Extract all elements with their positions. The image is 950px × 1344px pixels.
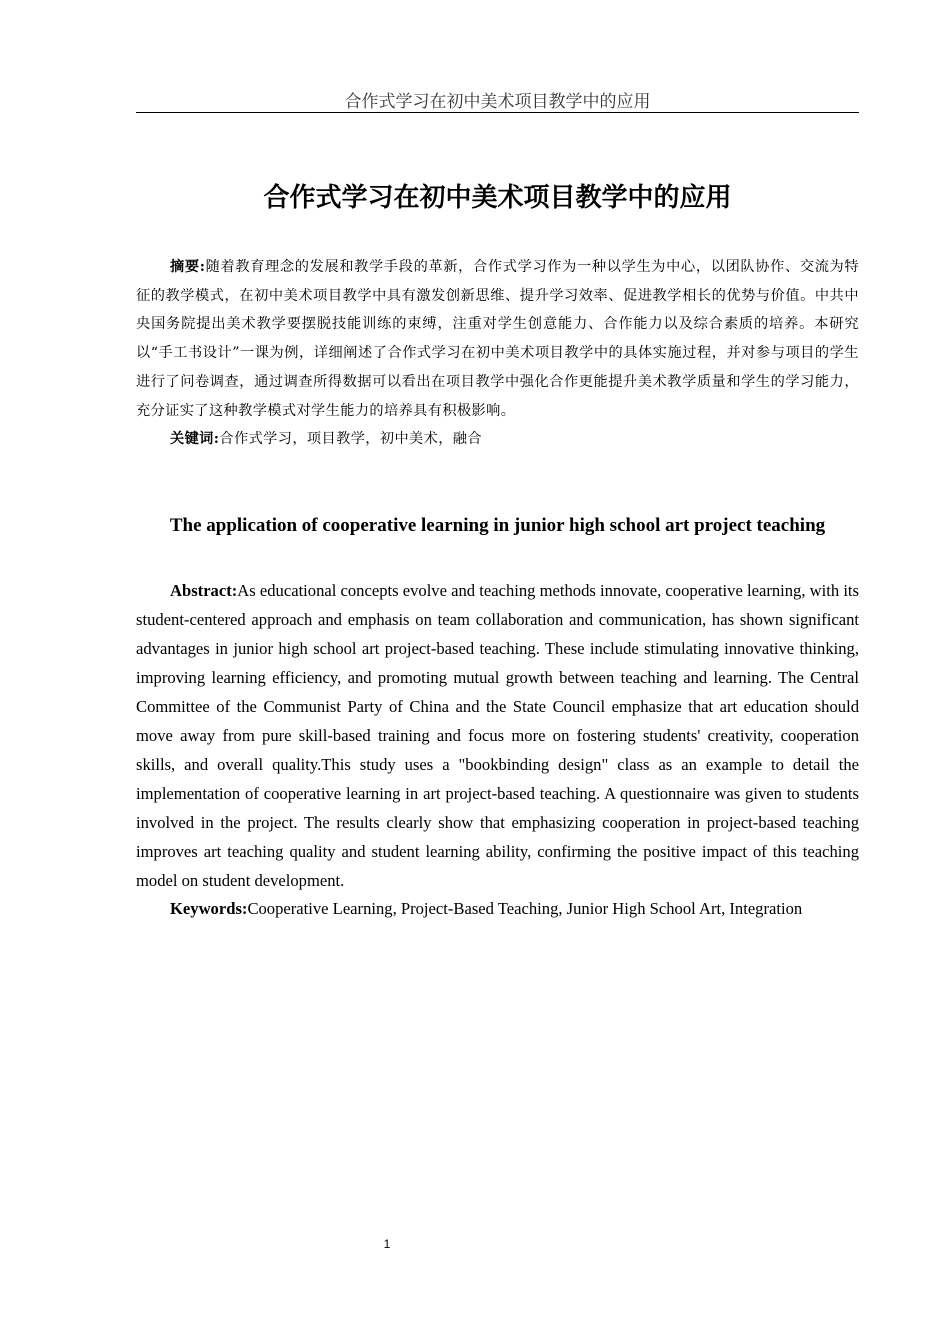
english-keywords xyxy=(136,895,859,924)
english-keywords-label: Keywords: xyxy=(170,899,248,919)
english-abstract-section xyxy=(136,577,859,924)
chinese-abstract-section xyxy=(136,253,859,454)
chinese-abstract xyxy=(136,253,859,425)
chinese-keywords-label: 关键词: xyxy=(170,431,220,448)
chinese-abstract-label: 摘要: xyxy=(170,259,206,275)
english-abstract-text: As educational concepts evolve and teaching methods innovate, cooperative learning, with its student-centered approach and emphasis on team collaboration and communication, has shown significant advantages in junior high school art project-based teaching. These include stimulating innovative thinking, improving learning efficiency, and promoting mutual growth between teaching and learning. The Central Committee of the Communist Party of China and the State Council emphasize that art education should move away from pure skill-based training and focus more on fostering students' creativity, cooperation skills, and overall quality.This study uses a "bookbinding design" class as an example to detail the implementation of cooperative learning in art project-based teaching. A questionnaire was given to students involved in the project. The results clearly show that emphasizing cooperation in project-based teaching improves art teaching quality and student learning ability, confirming the positive impact of this teaching model on student development. xyxy=(136,581,859,890)
chinese-keywords-text: 合作式学习，项目教学，初中美术，融合 xyxy=(219,431,482,448)
chinese-title: 合作式学习在初中美术项目教学中的应用 xyxy=(263,183,732,213)
running-header: 合作式学习在初中美术项目教学中的应用 xyxy=(344,92,651,112)
english-title: The application of cooperative learning in junior high school art project teaching xyxy=(169,515,826,536)
chinese-abstract-text: 随着教育理念的发展和教学手段的革新，合作式学习作为一种以学生为中心，以团队协作、交流为特征的教学模式，在初中美术项目教学中具有激发创新思维、提升学习效率、促进教学相长的优势与价值。中共中央国务院提出美术教学要摆脱技能训练的束缚，注重对学生创意能力、合作能力以及综合素质的培养。本研究以“手工书设计”一课为例，详细阐述了合作式学习在初中美术项目教学中的具体实施过程，并对参与项目的学生进行了问卷调查，通过调查所得数据可以看出在项目教学中强化合作更能提升美术教学质量和学生的学习能力，充分证实了这种教学模式对学生能力的培养具有积极影响。 xyxy=(136,259,860,419)
chinese-keywords xyxy=(136,425,859,454)
english-abstract-label: Abstract: xyxy=(170,581,238,600)
english-keywords-text: Cooperative Learning, Project-Based Teaching, Junior High School Art, Integration xyxy=(247,899,803,919)
page-number: 1 xyxy=(383,1237,391,1251)
header-rule xyxy=(136,112,859,113)
english-abstract xyxy=(136,577,859,895)
